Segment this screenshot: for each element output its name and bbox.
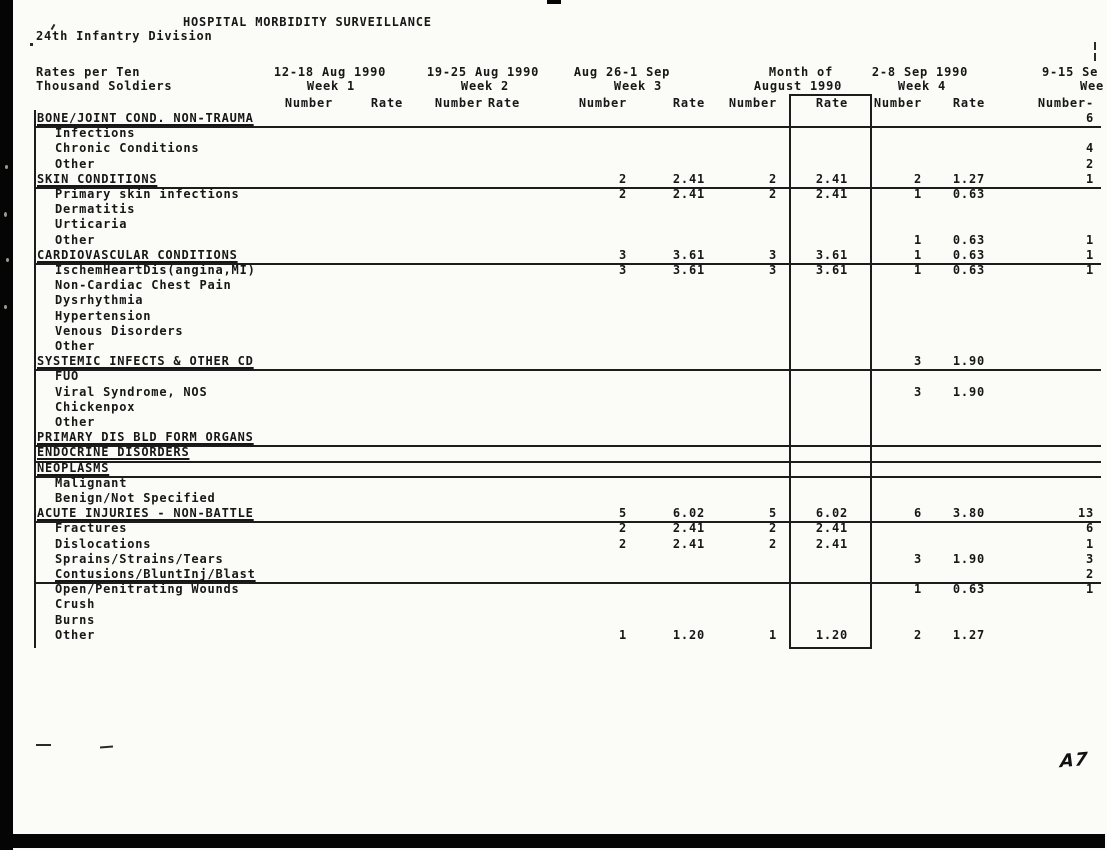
column-header-month-rate: Rate xyxy=(815,96,848,110)
cell-week4-number: 2 xyxy=(913,171,922,186)
cell-week4-number: 3 xyxy=(913,354,922,369)
cell-week5-number: 1 xyxy=(1085,232,1094,247)
cell-august-rate: 2.41 xyxy=(815,536,848,551)
cell-august-number: 3 xyxy=(768,263,777,277)
cell-week5-number: 3 xyxy=(1085,551,1094,566)
row-label: Venous Disorders xyxy=(55,323,184,338)
scan-artifact xyxy=(36,744,51,746)
cell-week3-number: 2 xyxy=(618,187,627,201)
table-row xyxy=(35,582,1101,597)
row-label: Other xyxy=(55,339,96,353)
row-label: PRIMARY DIS BLD FORM ORGANS xyxy=(37,430,254,445)
row-label: Primary skin infections xyxy=(55,187,240,201)
row-label: Dermatitis xyxy=(55,202,136,217)
column-header-w2-number: Number xyxy=(434,96,483,110)
table-row xyxy=(35,537,1101,552)
row-label: BONE/JOINT COND. NON-TRAUMA xyxy=(37,111,254,125)
cell-week4-rate: 0.63 xyxy=(952,187,985,201)
cell-august-number: 3 xyxy=(768,247,777,262)
table-row xyxy=(35,628,1101,643)
table-row xyxy=(35,141,1101,156)
cell-august-rate: 2.41 xyxy=(815,171,848,186)
row-label: Benign/Not Specified xyxy=(55,491,216,505)
cell-week5-number: 1 xyxy=(1085,171,1094,186)
cell-week3-rate: 2.41 xyxy=(672,171,705,186)
row-label: Hypertension xyxy=(55,308,152,323)
table-row xyxy=(35,552,1101,567)
column-header-w2-period: 19-25 Aug 1990 xyxy=(426,65,540,79)
cell-week4-number: 1 xyxy=(913,263,922,277)
column-header-month-number: Number xyxy=(728,96,777,110)
table-row xyxy=(35,369,1101,384)
cell-week3-number: 5 xyxy=(618,506,627,521)
cell-week4-rate: 3.80 xyxy=(952,506,985,521)
cell-week5-number: 13 xyxy=(1077,506,1094,521)
cell-week3-rate: 3.61 xyxy=(672,263,705,277)
table-row xyxy=(35,278,1101,293)
cell-week5-number: 2 xyxy=(1085,156,1094,171)
cell-august-number: 2 xyxy=(768,171,777,186)
cell-week5-number: 1 xyxy=(1085,263,1094,277)
cell-week4-number: 1 xyxy=(913,232,922,247)
row-label: ACUTE INJURIES - NON-BATTLE xyxy=(37,506,254,521)
scan-edge-left xyxy=(0,0,13,850)
column-header-month-week: August 1990 xyxy=(753,79,843,93)
cell-week3-rate: 2.41 xyxy=(672,521,705,536)
row-label: Chronic Conditions xyxy=(55,141,200,156)
scan-speck xyxy=(6,258,9,262)
column-header-w5-week: Wee xyxy=(1080,79,1105,93)
scan-artifact xyxy=(100,746,113,749)
cell-week4-rate: 0.63 xyxy=(952,263,985,277)
row-label: Infections xyxy=(55,126,136,141)
table-row xyxy=(35,233,1101,248)
scan-edge-bottom xyxy=(8,834,1105,848)
row-label: Fractures xyxy=(55,521,128,536)
cell-week3-rate: 3.61 xyxy=(672,247,705,262)
column-header-w1-week: Week 1 xyxy=(306,79,356,93)
cell-week3-number: 2 xyxy=(618,171,627,186)
rates-caption-line1: Rates per Ten xyxy=(36,65,141,79)
column-header-w3-number: Number xyxy=(578,96,627,110)
row-label: Urticaria xyxy=(55,217,128,232)
table-row xyxy=(35,415,1101,430)
cell-week4-number: 1 xyxy=(913,187,922,201)
row-label: Viral Syndrome, NOS xyxy=(55,384,208,399)
unit-subtitle: 24th Infantry Division xyxy=(36,29,213,43)
column-header-w4-number: Number xyxy=(873,96,922,110)
row-label: Other xyxy=(55,156,96,171)
cell-week5-number: 1 xyxy=(1085,247,1094,262)
row-label: Crush xyxy=(55,597,96,612)
row-label: Sprains/Strains/Tears xyxy=(55,551,224,566)
cell-week4-rate: 1.27 xyxy=(952,171,985,186)
table-row xyxy=(35,293,1101,308)
cell-week3-number: 2 xyxy=(618,536,627,551)
column-header-w4-week: Week 4 xyxy=(897,79,947,93)
table-row xyxy=(35,202,1101,217)
scan-speck xyxy=(4,305,7,309)
row-label: ENDOCRINE DISORDERS xyxy=(37,445,190,460)
row-label: Open/Penitrating Wounds xyxy=(55,582,240,597)
row-label: Other xyxy=(55,232,96,247)
table-row xyxy=(35,217,1101,232)
rates-caption-line2: Thousand Soldiers xyxy=(36,79,173,93)
cell-week3-rate: 6.02 xyxy=(672,506,705,521)
table-row xyxy=(35,126,1101,141)
table-row xyxy=(35,385,1101,400)
row-label: IschemHeartDis(angina,MI) xyxy=(55,263,256,277)
cell-week3-number: 2 xyxy=(618,521,627,536)
table-row xyxy=(35,476,1101,491)
row-label: SKIN CONDITIONS xyxy=(37,171,158,186)
scan-speck xyxy=(5,165,8,169)
cell-august-rate: 6.02 xyxy=(815,506,848,521)
column-header-w5-number: Number- xyxy=(1037,96,1094,110)
table-row xyxy=(35,187,1101,202)
cell-august-rate: 1.20 xyxy=(815,627,848,642)
cell-week4-rate: 0.63 xyxy=(952,232,985,247)
cell-week5-number: 4 xyxy=(1085,141,1094,156)
scan-artifact xyxy=(30,43,33,46)
cell-august-number: 2 xyxy=(768,521,777,536)
cell-week3-number: 1 xyxy=(618,627,627,642)
cell-week4-number: 3 xyxy=(913,551,922,566)
cell-week5-number: 2 xyxy=(1085,567,1094,581)
table-row xyxy=(35,613,1101,628)
row-label: Chickenpox xyxy=(55,399,136,414)
column-header-w2-week: Week 2 xyxy=(460,79,510,93)
scan-speck xyxy=(4,212,7,217)
column-header-w1-rate: Rate xyxy=(370,96,403,110)
table-row xyxy=(35,324,1101,339)
row-label: NEOPLASMS xyxy=(37,460,110,475)
row-label: FUO xyxy=(55,369,80,384)
row-label: Other xyxy=(55,415,96,429)
cell-week3-number: 3 xyxy=(618,263,627,277)
table-row xyxy=(35,597,1101,612)
cell-august-rate: 3.61 xyxy=(815,247,848,262)
cell-week5-number: 6 xyxy=(1085,521,1094,536)
cell-week4-number: 6 xyxy=(913,506,922,521)
cell-week3-number: 3 xyxy=(618,247,627,262)
row-label: Dysrhythmia xyxy=(55,293,144,308)
column-header-w3-rate: Rate xyxy=(672,96,705,110)
column-header-w3-period: Aug 26-1 Sep xyxy=(573,65,671,79)
column-header-w1-number: Number xyxy=(284,96,333,110)
column-header-w3-week: Week 3 xyxy=(613,79,663,93)
column-header-w2-rate: Rate xyxy=(487,96,520,110)
cell-week4-rate: 0.63 xyxy=(952,247,985,262)
cell-august-number: 5 xyxy=(768,506,777,521)
cell-week3-rate: 1.20 xyxy=(672,627,705,642)
row-label: CARDIOVASCULAR CONDITIONS xyxy=(37,247,238,262)
cell-august-rate: 3.61 xyxy=(815,263,848,277)
row-label: Non-Cardiac Chest Pain xyxy=(55,278,232,293)
row-label: Dislocations xyxy=(55,536,152,551)
cell-week4-number: 1 xyxy=(913,247,922,262)
cell-august-number: 2 xyxy=(768,536,777,551)
table-row xyxy=(35,521,1101,536)
column-header-w5-period: 9-15 Se xyxy=(1042,65,1099,79)
table-row xyxy=(35,309,1101,324)
scan-artifact xyxy=(1094,42,1096,50)
scan-artifact xyxy=(1094,53,1096,61)
scan-artifact xyxy=(547,0,561,4)
cell-week5-number: 1 xyxy=(1085,582,1094,597)
page-title: HOSPITAL MORBIDITY SURVEILLANCE xyxy=(183,15,432,29)
table-left-border xyxy=(34,110,36,648)
row-label: Contusions/BluntInj/Blast xyxy=(55,567,256,581)
column-header-w4-rate: Rate xyxy=(952,96,985,110)
cell-august-number: 1 xyxy=(768,627,777,642)
row-label: Malignant xyxy=(55,475,128,490)
handwritten-page-mark: A7 xyxy=(1059,748,1089,773)
cell-week4-number: 3 xyxy=(913,384,922,399)
column-header-month-period: Month of xyxy=(768,65,834,79)
cell-week4-rate: 1.90 xyxy=(952,551,985,566)
cell-week4-rate: 1.90 xyxy=(952,384,985,399)
cell-week3-rate: 2.41 xyxy=(672,536,705,551)
table-row xyxy=(35,400,1101,415)
row-label: Burns xyxy=(55,612,96,627)
cell-week4-number: 1 xyxy=(913,582,922,597)
cell-week4-rate: 1.90 xyxy=(952,354,985,369)
column-header-w1-period: 12-18 Aug 1990 xyxy=(273,65,387,79)
cell-august-rate: 2.41 xyxy=(815,187,848,201)
august-rate-highlight-box xyxy=(789,94,872,649)
cell-week5-number: 1 xyxy=(1085,536,1094,551)
row-label: Other xyxy=(55,627,96,642)
cell-week3-rate: 2.41 xyxy=(672,187,705,201)
row-label: SYSTEMIC INFECTS & OTHER CD xyxy=(37,354,254,369)
cell-week4-rate: 0.63 xyxy=(952,582,985,597)
cell-august-rate: 2.41 xyxy=(815,521,848,536)
table-row xyxy=(35,263,1101,278)
table-row xyxy=(35,491,1101,506)
table-row xyxy=(35,339,1101,354)
cell-week4-number: 2 xyxy=(913,627,922,642)
cell-week5-number: 6 xyxy=(1085,111,1094,125)
cell-week4-rate: 1.27 xyxy=(952,627,985,642)
table-row xyxy=(35,157,1101,172)
cell-august-number: 2 xyxy=(768,187,777,201)
column-header-w4-period: 2-8 Sep 1990 xyxy=(871,65,969,79)
